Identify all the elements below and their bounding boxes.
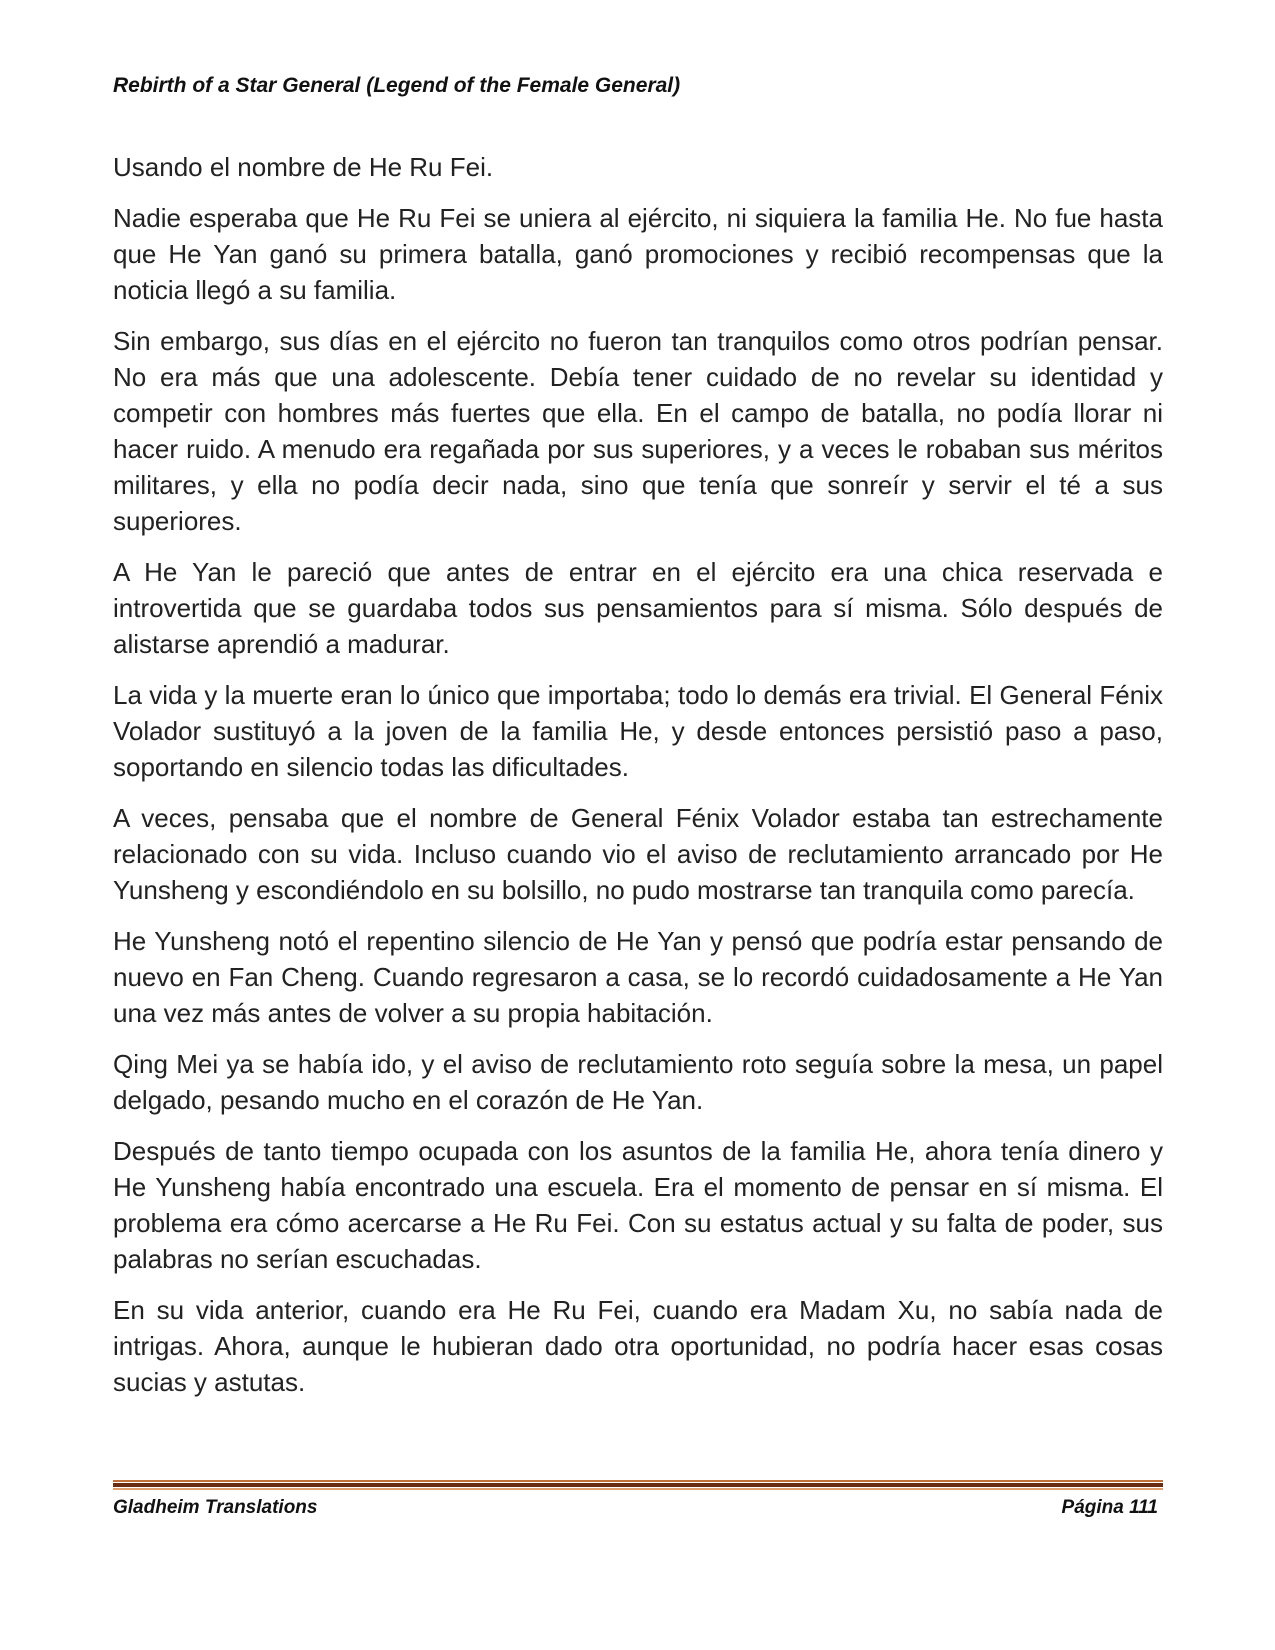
paragraph: Después de tanto tiempo ocupada con los asuntos de la familia He, ahora tenía dinero y He Yunsheng había encontrado una escuela. Era el momento de pensar en sí misma. El problema era cómo acercarse a He Ru Fei. Con su estatus actual y su falta de poder, sus palabras no serían escuchadas. — [113, 1136, 1163, 1274]
paragraph: Sin embargo, sus días en el ejército no fueron tan tranquilos como otros podrían pensar. No era más que una adolescente. Debía tener cuidado de no revelar su identidad y competir con hombres más fuertes que ella. En el campo de batalla, no podía llorar ni hacer ruido. A menudo era regañada por sus superiores, y a veces le robaban sus méritos militares, y ella no podía decir nada, sino que tenía que sonreír y servir el té a sus superiores. — [113, 326, 1163, 536]
paragraph: Qing Mei ya se había ido, y el aviso de reclutamiento roto seguía sobre la mesa, un papel delgado, pesando mucho en el corazón de He Yan. — [113, 1049, 1163, 1115]
paragraph: A veces, pensaba que el nombre de General Fénix Volador estaba tan estrechamente relacionado con su vida. Incluso cuando vio el aviso de reclutamiento arrancado por He Yunsheng y escondiéndolo en su bolsillo, no pudo mostrarse tan tranquila como parecía. — [113, 803, 1163, 905]
running-header-title: Rebirth of a Star General (Legend of the Female General) — [113, 74, 681, 97]
paragraph: A He Yan le pareció que antes de entrar en el ejército era una chica reservada e introvertida que se guardaba todos sus pensamientos para sí misma. Sólo después de alistarse aprendió a madurar. — [113, 557, 1163, 659]
paragraph: En su vida anterior, cuando era He Ru Fei, cuando era Madam Xu, no sabía nada de intrigas. Ahora, aunque le hubieran dado otra oportunidad, no podría hacer esas cosas sucias y astutas. — [113, 1295, 1163, 1397]
footer-divider-line-top — [113, 1480, 1163, 1482]
paragraph: La vida y la muerte eran lo único que importaba; todo lo demás era trivial. El General Fénix Volador sustituyó a la joven de la familia He, y desde entonces persistió paso a paso, soportando en silencio todas las dificultades. — [113, 680, 1163, 782]
paragraph: He Yunsheng notó el repentino silencio de He Yan y pensó que podría estar pensando de nuevo en Fan Cheng. Cuando regresaron a casa, se lo recordó cuidadosamente a He Yan una vez más antes de volver a su propia habitación. — [113, 926, 1163, 1028]
paragraph: Nadie esperaba que He Ru Fei se uniera al ejército, ni siquiera la familia He. No fue hasta que He Yan ganó su primera batalla, ganó promociones y recibió recompensas que la noticia llegó a su familia. — [113, 203, 1163, 305]
footer-divider-line-thick — [113, 1483, 1163, 1487]
page-body — [113, 149, 1163, 1415]
footer-divider — [113, 1480, 1163, 1490]
paragraph: Usando el nombre de He Ru Fei. — [113, 152, 494, 182]
footer-page-number: Página 111 — [1061, 1497, 1158, 1518]
footer-publisher: Gladheim Translations — [113, 1497, 318, 1518]
footer-divider-line-bottom — [113, 1488, 1163, 1490]
